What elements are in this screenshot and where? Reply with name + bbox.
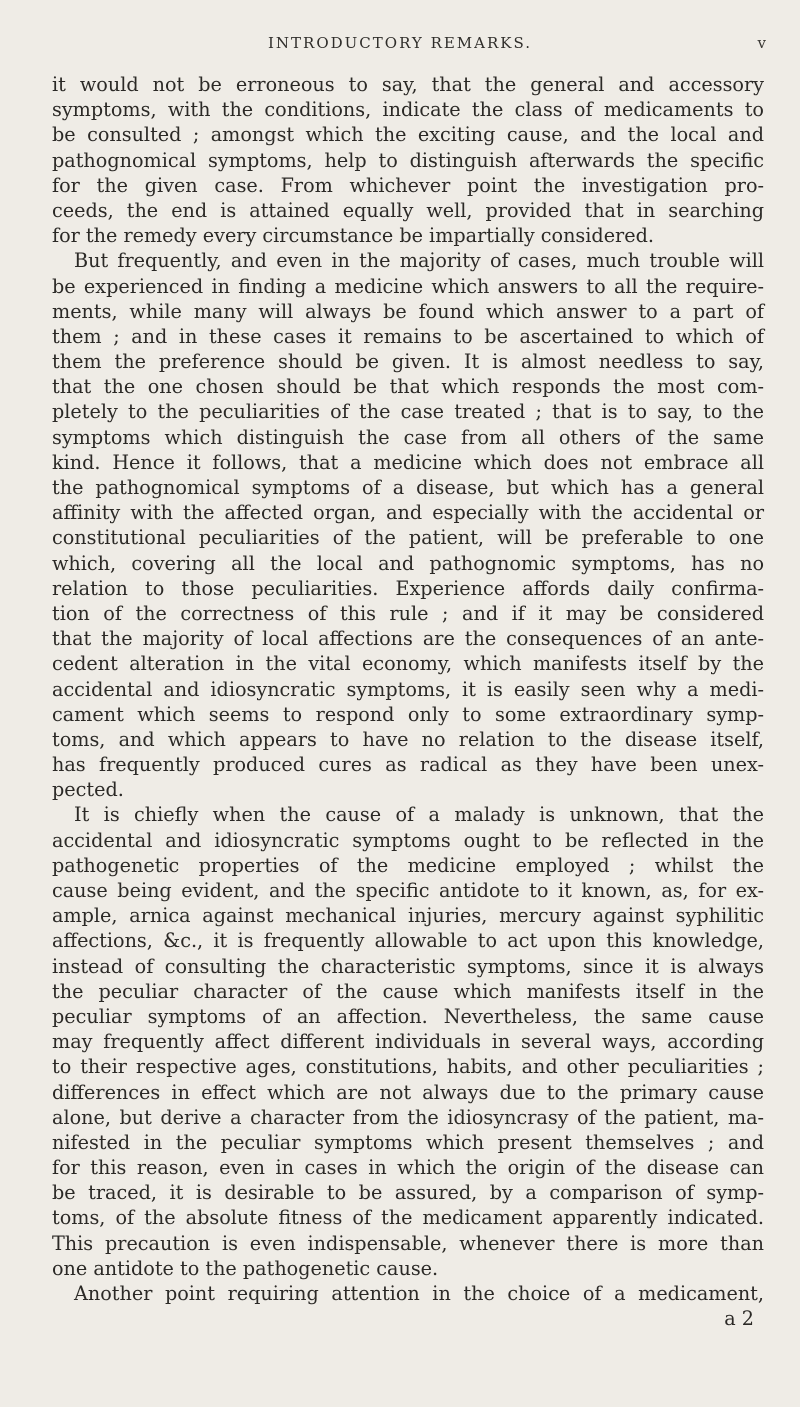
text-line: for the remedy every circumstance be impartially considered. [52,224,654,248]
text-line: the peculiar character of the cause which manifests itself in the [52,979,764,1003]
body-text [52,72,764,1331]
text-line: that the one chosen should be that which responds the most com- [52,375,764,399]
text-line: affinity with the affected organ, and especially with the accidental or [52,501,764,525]
text-line: be traced, it is desirable to be assured, by a comparison of symp- [52,1181,764,1205]
running-head [0,34,800,58]
text-line: symptoms which distinguish the case from all others of the same [52,425,764,449]
text-line: alone, but derive a character from the idiosyncrasy of the patient, ma- [52,1105,764,1129]
text-line: toms, and which appears to have no relation to the disease itself, [52,727,764,751]
text-line: differences in effect which are not always due to the primary cause [52,1080,764,1104]
text-line: cause being evident, and the specific antidote to it known, as, for ex- [52,879,764,902]
text-line: them ; and in these cases it remains to be ascertained to which of [52,324,764,348]
text-line: symptoms, with the conditions, indicate the class of medicaments to [52,98,764,122]
text-line: for this reason, even in cases in which the origin of the disease can [52,1156,764,1180]
text-line: be experienced in finding a medicine which answers to all the require- [52,274,764,298]
text-line: for the given case. From whichever point the investigation pro- [52,173,764,197]
text-line: ample, arnica against mechanical injuries, mercury against syphilitic [52,904,764,928]
text-line: nifested in the peculiar symptoms which present themselves ; and [52,1130,764,1154]
text-line: peculiar symptoms of an affection. Nevertheless, the same cause [52,1004,764,1028]
text-line: This precaution is even indispensable, whenever there is more than [52,1231,764,1255]
text-line: be consulted ; amongst which the exciting cause, and the local and [52,123,764,147]
text-line: that the majority of local affections are the consequences of an ante- [52,627,764,651]
text-line: pletely to the peculiarities of the case treated ; that is to say, to the [52,400,764,424]
text-line: one antidote to the pathogenetic cause. [52,1256,439,1280]
text-line: accidental and idiosyncratic symptoms ought to be reflected in the [52,828,764,852]
text-line: Another point requiring attention in the choice of a medicament, [74,1282,764,1305]
text-line: instead of consulting the characteristic symptoms, since it is always [52,954,764,978]
text-line: pathognomical symptoms, help to distinguish afterwards the specific [52,148,764,172]
header-title: INTRODUCTORY REMARKS. [267,34,533,52]
text-line: tion of the correctness of this rule ; and if it may be considered [52,601,764,625]
text-line: It is chiefly when the cause of a malady is unknown, that the [74,803,764,827]
text-line: has frequently produced cures as radical as they have been unex- [52,753,764,777]
text-line: But frequently, and even in the majority of cases, much trouble will [74,249,764,273]
text-line: ments, while many will always be found which answer to a part of [52,299,764,323]
page-number: v [757,34,766,52]
text-line: which, covering all the local and pathognomic symptoms, has no [52,551,764,575]
text-line: them the preference should be given. It is almost needless to say, [52,350,764,374]
text-line: cedent alteration in the vital economy, which manifests itself by the [52,652,764,676]
text-line: may frequently affect different individuals in several ways, according [52,1030,764,1054]
text-line: ceeds, the end is attained equally well, provided that in searching [52,198,764,222]
text-line: constitutional peculiarities of the patient, will be preferable to one [52,526,764,550]
text-line: accidental and idiosyncratic symptoms, it is easily seen why a medi- [52,677,764,701]
text-line: toms, of the absolute fitness of the medicament apparently indicated. [52,1206,764,1230]
signature-mark: a 2 [724,1307,754,1331]
text-line: kind. Hence it follows, that a medicine which does not embrace all [52,450,764,474]
text-line: relation to those peculiarities. Experience affords daily confirma- [52,576,764,600]
text-line: pathogenetic properties of the medicine employed ; whilst the [52,853,764,877]
text-line: to their respective ages, constitutions, habits, and other peculiarities ; [52,1055,764,1079]
text-line: pected. [52,778,124,802]
text-line: the pathognomical symptoms of a disease, but which has a general [52,476,764,499]
text-line: affections, &c., it is frequently allowable to act upon this knowledge, [52,929,764,953]
text-line: it would not be erroneous to say, that the general and accessory [52,73,764,96]
text-line: cament which seems to respond only to some extraordinary symp- [52,702,764,726]
